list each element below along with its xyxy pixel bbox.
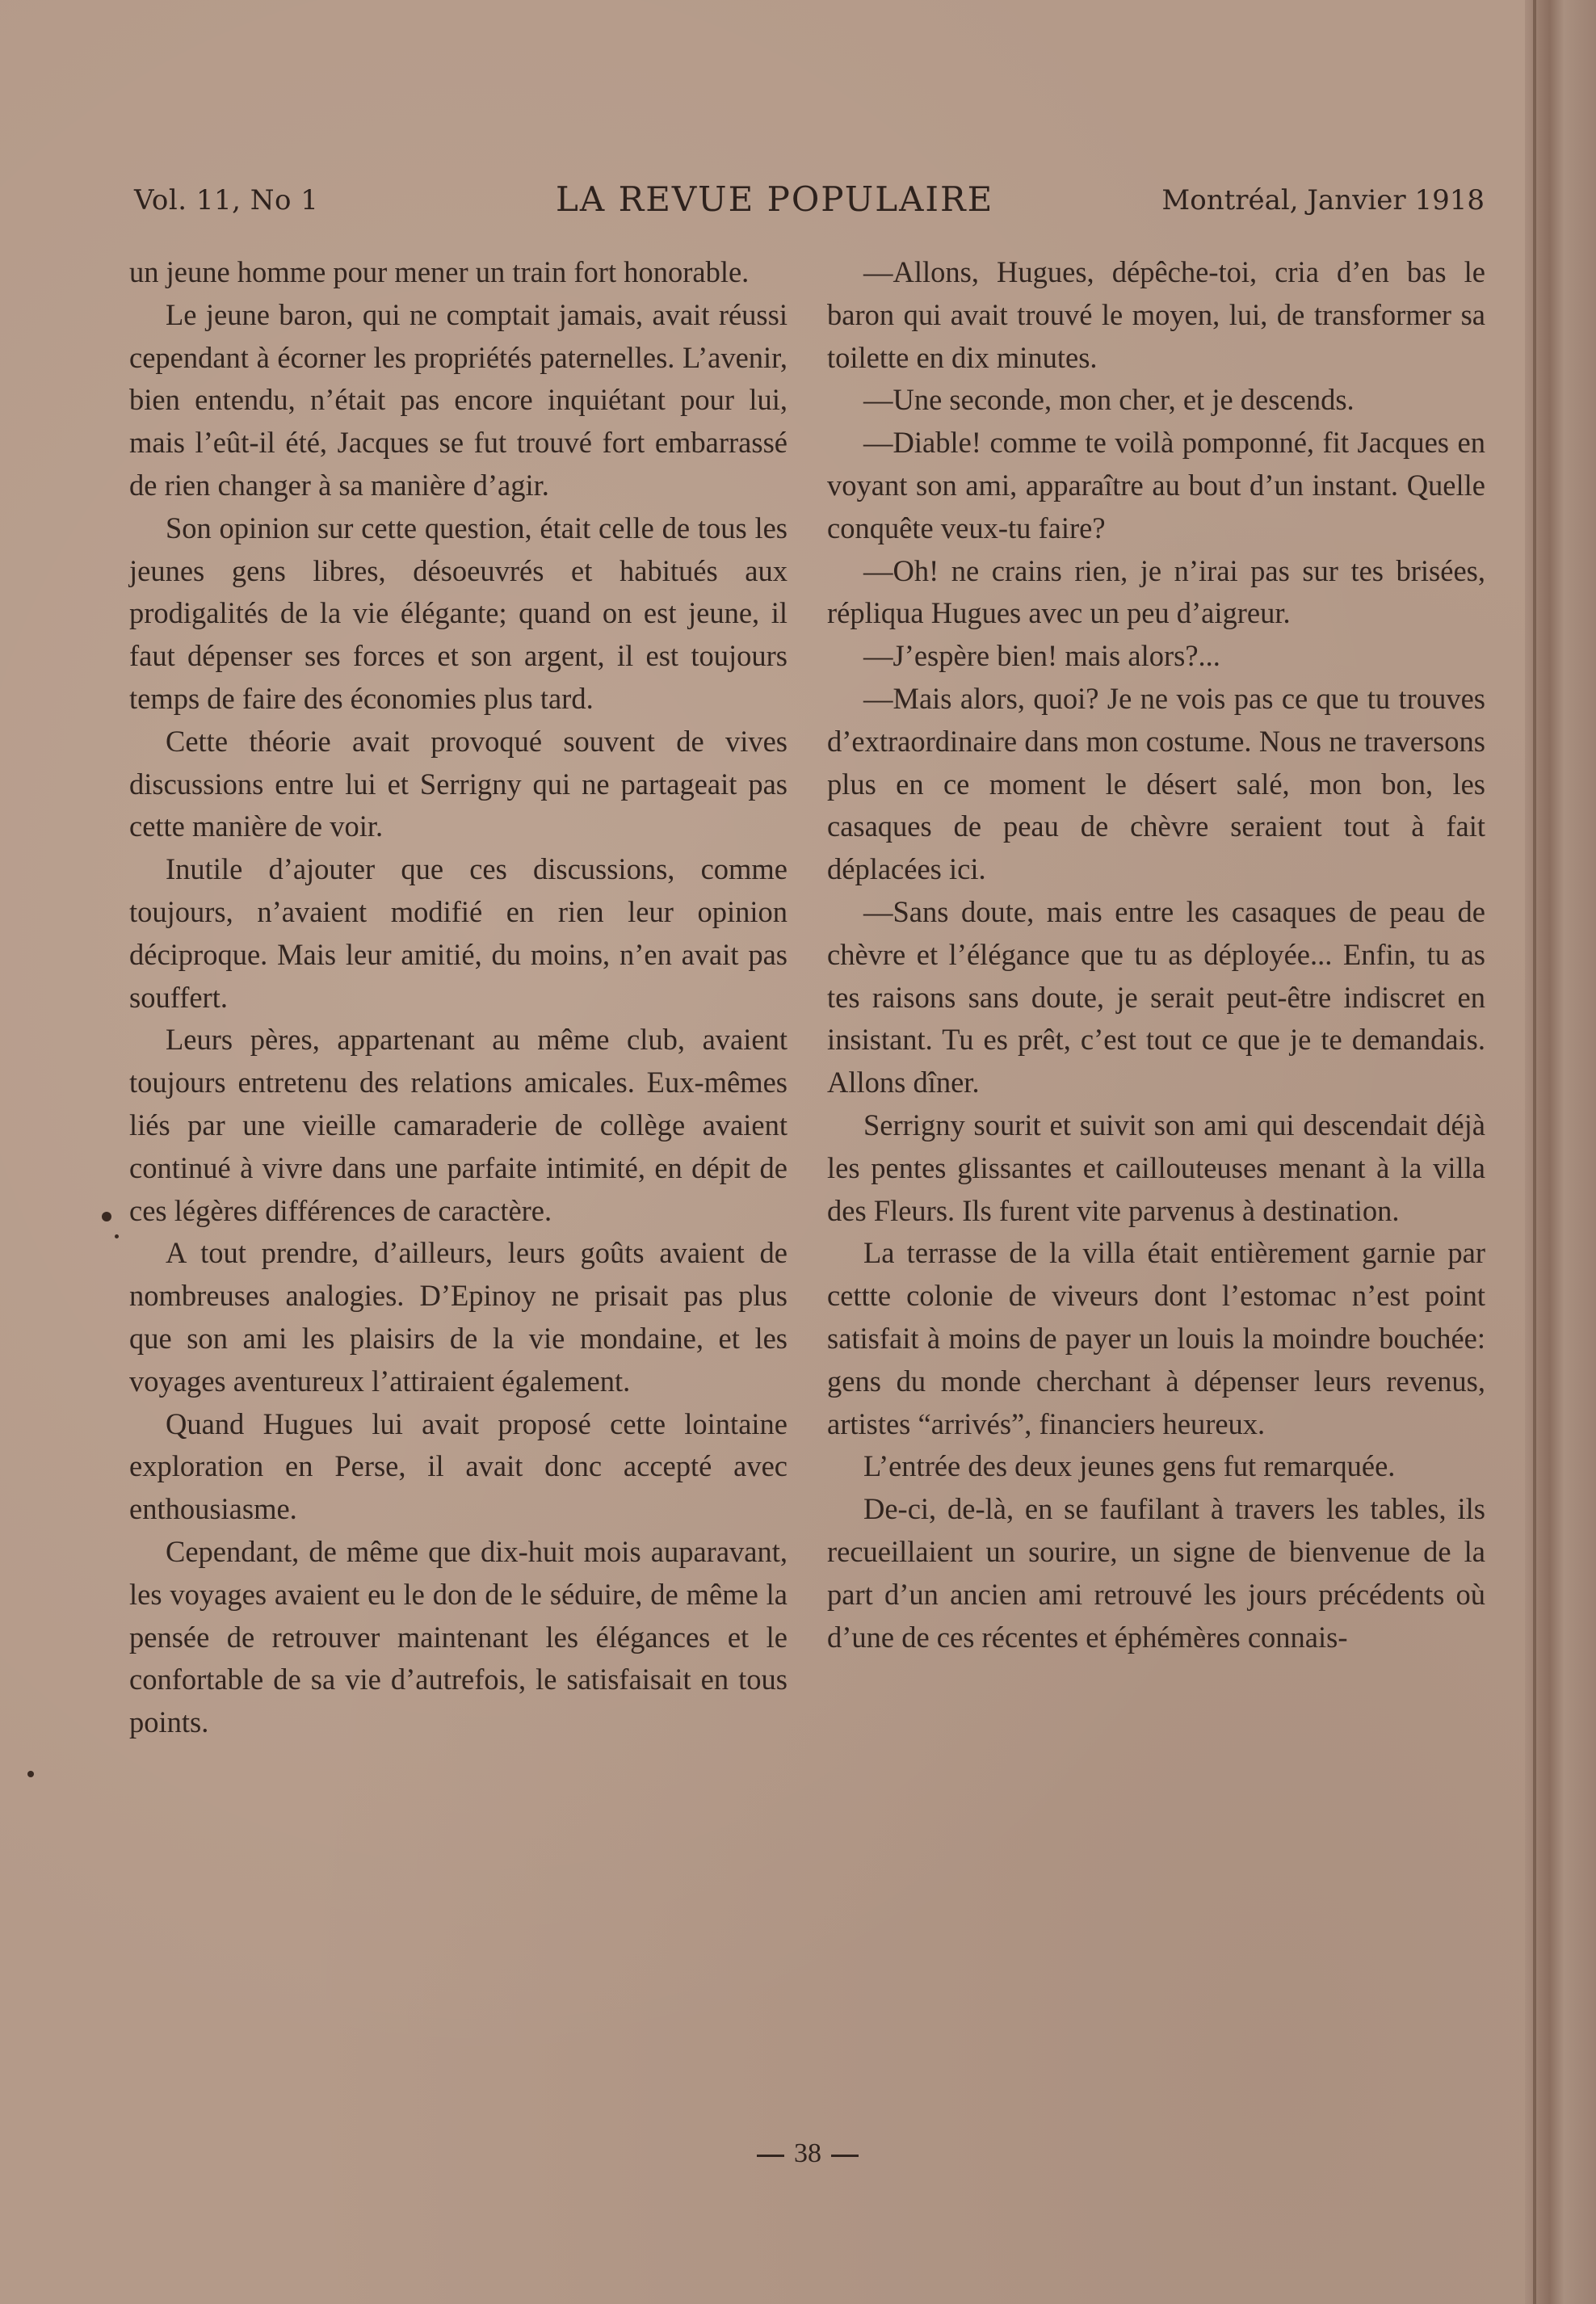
page-binding-edge bbox=[1525, 0, 1596, 2304]
paragraph: Quand Hugues lui avait proposé cette lointaine exploration en Perse, il avait donc accepté avec enthousiasme. bbox=[129, 1406, 788, 1526]
paragraph: La terrasse de la villa était entièrement garnie par cettte colonie de viveurs dont l’estomac n’est point satisfait à moins de payer un louis la moindre bouchée: gens du monde cherchant à dépenser leurs revenus, artistes “arrivés”, financiers heureux. bbox=[827, 1236, 1485, 1440]
paragraph: —Mais alors, quoi? Je ne vois pas ce que tu trouves d’extraordinaire dans mon costume. Nous ne traversons plus en ce moment le désert salé, mon bon, les casaques de peau de chèvre seraient tout à fait déplacées ici. bbox=[827, 681, 1485, 886]
paragraph: De-ci, de-là, en se faufilant à travers les tables, ils recueillaient un sourire, un signe de bienvenue de la part d’un ancien ami retrouvé les jours précédents où d’une de ces récentes et éphémères connais- bbox=[827, 1492, 1485, 1654]
page-header bbox=[129, 179, 1485, 221]
footer-dash-right bbox=[831, 2155, 859, 2157]
paragraph: Serrigny sourit et suivit son ami qui descendait déjà les pentes glissantes et caillouteuses menant à la villa des Fleurs. Ils furent vite parvenus à destination. bbox=[827, 1108, 1485, 1227]
paragraph: —J’espère bien! mais alors?... bbox=[863, 639, 1220, 673]
paragraph: —Oh! ne crains rien, je n’irai pas sur tes brisées, répliqua Hugues avec un peu d’aigreur. bbox=[827, 553, 1485, 630]
page-number: 38 bbox=[794, 2138, 821, 2168]
paragraph: un jeune homme pour mener un train fort honorable. bbox=[129, 255, 750, 288]
paper-speck bbox=[115, 1234, 119, 1238]
paragraph: A tout prendre, d’ailleurs, leurs goûts avaient de nombreuses analogies. D’Epinoy ne prisait pas plus que son ami les plaisirs de la vie mondaine, et les voyages aventureux l’attiraient également. bbox=[129, 1236, 788, 1398]
paragraph: Son opinion sur cette question, était celle de tous les jeunes gens libres, désoeuvrés et habitués aux prodigalités de la vie élégante; quand on est jeune, il faut dépenser ses forces et son argent, il est toujours temps de faire des économies plus tard. bbox=[129, 511, 788, 715]
paper-speck bbox=[27, 1771, 34, 1777]
paragraph: Cette théorie avait provoqué souvent de vives discussions entre lui et Serrigny qui ne partageait pas cette manière de voir. bbox=[129, 724, 788, 843]
footer-dash-left bbox=[757, 2155, 784, 2157]
left-text-column bbox=[129, 251, 788, 1744]
binding-fold-line bbox=[1533, 0, 1536, 2304]
page-footer bbox=[727, 2138, 888, 2169]
right-text-column bbox=[827, 251, 1485, 1659]
paragraph: Inutile d’ajouter que ces discussions, comme toujours, n’avaient modifié en rien leur opinion déciproque. Mais leur amitié, du moins, n’en avait pas souffert. bbox=[129, 852, 788, 1014]
paragraph: —Allons, Hugues, dépêche-toi, cria d’en bas le baron qui avait trouvé le moyen, lui, de transformer sa toilette en dix minutes. bbox=[827, 255, 1485, 374]
publication-title: LA REVUE POPULAIRE bbox=[556, 179, 994, 219]
paragraph: Le jeune baron, qui ne comptait jamais, avait réussi cependant à écorner les propriétés paternelles. L’avenir, bien entendu, n’était pas encore inquiétant pour lui, mais l’eût-il été, Jacques se fut trouvé fort embarrassé de rien changer à sa manière d’agir. bbox=[129, 297, 788, 502]
paragraph: L’entrée des deux jeunes gens fut remarquée. bbox=[863, 1449, 1396, 1483]
paper-speck bbox=[102, 1212, 111, 1221]
paragraph: —Une seconde, mon cher, et je descends. bbox=[863, 383, 1354, 417]
volume-number: Vol. 11, No 1 bbox=[134, 184, 319, 217]
paragraph: —Diable! comme te voilà pomponné, fit Jacques en voyant son ami, apparaître au bout d’un instant. Quelle conquête veux-tu faire? bbox=[827, 426, 1485, 544]
paragraph: Cependant, de même que dix-huit mois auparavant, les voyages avaient eu le don de le séduire, de même la pensée de retrouver maintenant les élégances et le confortable de sa vie d’autrefois, le satisfaisait en tous points. bbox=[129, 1534, 788, 1739]
paragraph: —Sans doute, mais entre les casaques de peau de chèvre et l’élégance que tu as déployée... Enfin, tu as tes raisons sans doute, je serait peut-être indiscret en insistant. Tu es prêt, c’est tout ce que je te demandais. Allons dîner. bbox=[827, 894, 1485, 1099]
paragraph: Leurs pères, appartenant au même club, avaient toujours entretenu des relations amicales. Eux-mêmes liés par une vieille camaraderie de collège avaient continué à vivre dans une parfaite intimité, en dépit de ces légères différences de caractère. bbox=[129, 1023, 788, 1227]
issue-date: Montréal, Janvier 1918 bbox=[1161, 184, 1485, 217]
